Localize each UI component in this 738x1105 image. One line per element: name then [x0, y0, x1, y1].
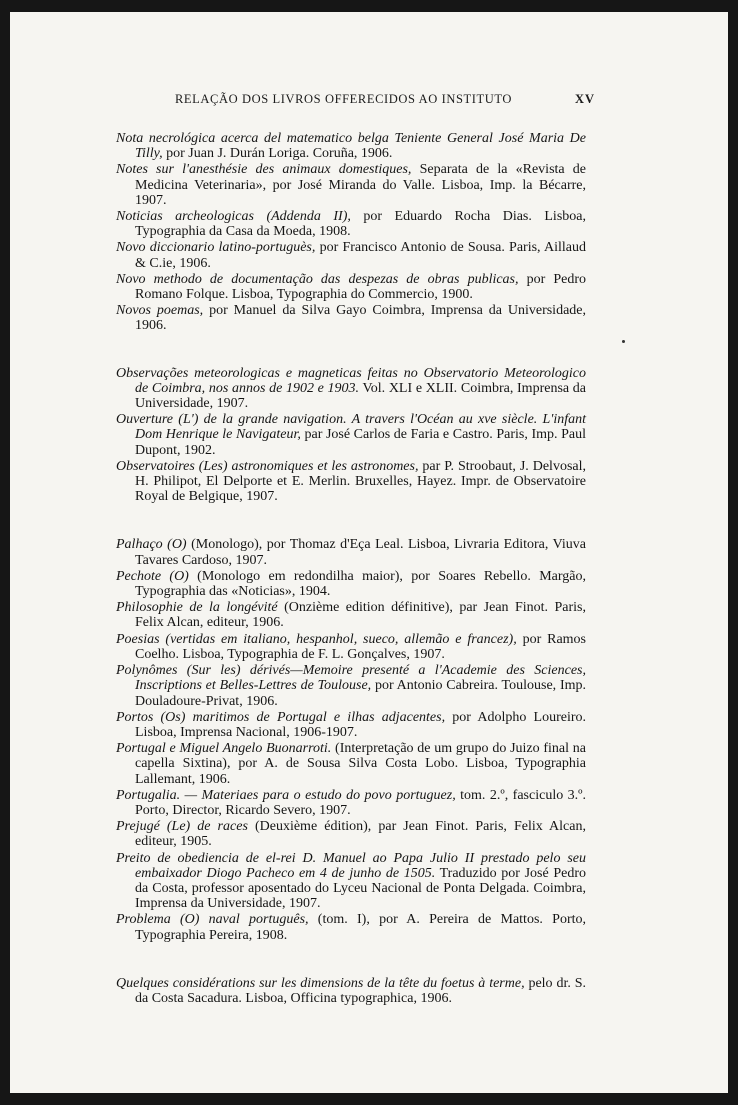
bibliography-entry [116, 272, 586, 302]
entry-details: por Juan J. Durán Loriga. Coruña, 1906. [162, 146, 393, 162]
scan-border-top [0, 0, 738, 12]
bibliography-list [116, 131, 586, 1007]
entry-title: Notes sur l'anesthésie des animaux domestiques, [116, 162, 412, 178]
entry-title: Philosophie de la longévité [116, 600, 278, 616]
entry-title: Palhaço (O) [116, 537, 187, 553]
entry-title: Novos poemas, [116, 303, 204, 319]
entry-details: por Ramos Coelho. Lisboa, Typographia de F. L. Gonçalves, 1907. [135, 631, 586, 662]
entry-title: Observatoires (Les) astronomiques et les astronomes, [116, 458, 419, 474]
bibliography-entry [116, 569, 586, 599]
entry-details: (Onzième edition définitive), par Jean Finot. Paris, Felix Alcan, editeur, 1906. [135, 600, 586, 631]
section-o [116, 366, 586, 505]
bibliography-entry [116, 131, 586, 161]
entry-details: par P. Stroobaut, J. Delvosal, H. Philipot, El Delporte et E. Merlin. Bruxelles, Hayez. Impr. de Observatoire Royal de Belgique, 1907. [135, 458, 586, 505]
entry-title: Prejugé (Le) de races [116, 819, 248, 835]
scan-border-left [0, 0, 10, 1105]
entry-details: pelo dr. S. da Costa Sacadura. Lisboa, Officina typographica, 1906. [135, 975, 586, 1006]
entry-details: (tom. I), por A. Pereira de Mattos. Porto, Typographia Pereira, 1908. [135, 912, 586, 943]
scan-border-bottom [0, 1093, 738, 1105]
bibliography-entry [116, 366, 586, 412]
entry-title: Preito de obediencia de el-rei D. Manuel ao Papa Julio II prestado pelo seu embaixador Diogo Pacheco em 4 de junho de 1505. [116, 850, 586, 881]
bibliography-entry [116, 537, 586, 567]
page-number: XV [574, 92, 595, 106]
bibliography-entry [116, 788, 586, 818]
entry-title: Nota necrológica acerca del matematico belga Teniente General José Maria De Tilly, [116, 131, 586, 162]
entry-details: (Monologo em redondilha maior), por Soares Rebello. Margão, Typographia das «Noticias», 1904. [135, 568, 586, 600]
entry-details: (Interpretação de um grupo do Juizo final na capella Sixtina), por A. de Sousa Silva Costa Lobo. Lisboa, Typographia Lallemant, 1906. [135, 741, 586, 787]
section-p [116, 537, 586, 942]
bibliography-entry [116, 819, 586, 849]
bibliography-entry [116, 412, 586, 458]
entry-title: Pechote (O) [116, 568, 189, 584]
entry-details: por Pedro Romano Folque. Lisboa, Typographia do Commercio, 1900. [135, 271, 586, 303]
entry-details: Traduzido por José Pedro da Costa, professor aposentado do Lyceu Nacional de Ponta Delgada. Coimbra, Imprensa da Universidade, 1907. [135, 865, 586, 912]
bibliography-entry [116, 240, 586, 270]
entry-title: Quelques considérations sur les dimensions de la tête du foetus à terme, [116, 975, 525, 991]
bibliography-entry [116, 632, 586, 662]
bibliography-entry [116, 710, 586, 740]
entry-title: Problema (O) naval português, [116, 912, 309, 928]
bibliography-entry [116, 663, 586, 709]
entry-title: Portos (Os) maritimos de Portugal e ilhas adjacentes, [116, 709, 446, 725]
entry-details: (Monologo), por Thomaz d'Eça Leal. Lisboa, Livraria Editora, Viuva Tavares Cardoso, 1907. [135, 537, 587, 568]
entry-details: por Eduardo Rocha Dias. Lisboa, Typographia da Casa da Moeda, 1908. [135, 209, 586, 240]
entry-details: por Francisco Antonio de Sousa. Paris, Aillaud & C.ie, 1906. [135, 240, 586, 271]
entry-title: Ouverture (L') de la grande navigation. A travers l'Océan au xve siècle. L'infant Dom Henrique le Navigateur, [116, 412, 586, 443]
bibliography-entry [116, 741, 586, 787]
bibliography-entry [116, 976, 586, 1006]
section-gap [116, 944, 586, 976]
entry-details: (Deuxième édition), par Jean Finot. Paris, Felix Alcan, editeur, 1905. [135, 819, 586, 850]
bibliography-entry [116, 912, 586, 942]
entry-title: Portugalia. — Materiaes para o estudo do povo portuguez, [116, 787, 456, 803]
entry-details: por Manuel da Silva Gayo Coimbra, Imprensa da Universidade, 1906. [135, 303, 586, 334]
entry-title: Novo diccionario latino-portuguès, [116, 240, 316, 256]
entry-title: Novo methodo de documentação das despezas de obras publicas, [116, 271, 519, 287]
entry-details: Vol. XLI e XLII. Coimbra, Imprensa da Universidade, 1907. [135, 380, 586, 412]
section-gap [116, 505, 586, 537]
bibliography-entry [116, 162, 586, 208]
section-n [116, 131, 586, 334]
running-header [175, 92, 595, 107]
bibliography-entry [116, 459, 586, 505]
scan-border-right [728, 0, 738, 1105]
entry-title: Poesias (vertidas em italiano, hespanhol, sueco, allemão e francez), [116, 631, 517, 647]
entry-details: tom. 2.º, fasciculo 3.º. Porto, Director, Ricardo Severo, 1907. [135, 787, 586, 818]
section-gap [116, 335, 586, 366]
entry-title: Portugal e Miguel Angelo Buonarroti. [116, 741, 332, 757]
bibliography-entry [116, 303, 586, 333]
bibliography-entry [116, 600, 586, 630]
entry-details: Separata de la «Revista de Medicina Veterinaria», por José Miranda do Valle. Lisboa, Imp. la Bécarre, 1907. [135, 162, 587, 208]
section-q [116, 976, 586, 1006]
entry-details: par José Carlos de Faria e Castro. Paris, Imp. Paul Dupont, 1902. [135, 427, 586, 458]
bibliography-entry [116, 209, 586, 239]
entry-title: Polynômes (Sur les) dérivés—Memoire presenté a l'Academie des Sciences, Inscriptions et Belles-Lettres de Toulouse, [116, 663, 586, 694]
bibliography-entry [116, 851, 586, 912]
entry-details: por Adolpho Loureiro. Lisboa, Imprensa Nacional, 1906-1907. [135, 709, 587, 740]
entry-details: por Antonio Cabreira. Toulouse, Imp. Douladoure-Privat, 1906. [135, 678, 586, 709]
entry-title: Observações meteorologicas e magneticas feitas no Observatorio Meteorologico de Coimbra, nos annos de 1902 e 1903. [116, 365, 586, 396]
running-title: RELAÇÃO DOS LIVROS OFFERECIDOS AO INSTITUTO [175, 92, 513, 106]
print-speck [622, 340, 625, 343]
entry-title: Noticias archeologicas (Addenda II), [116, 209, 351, 225]
